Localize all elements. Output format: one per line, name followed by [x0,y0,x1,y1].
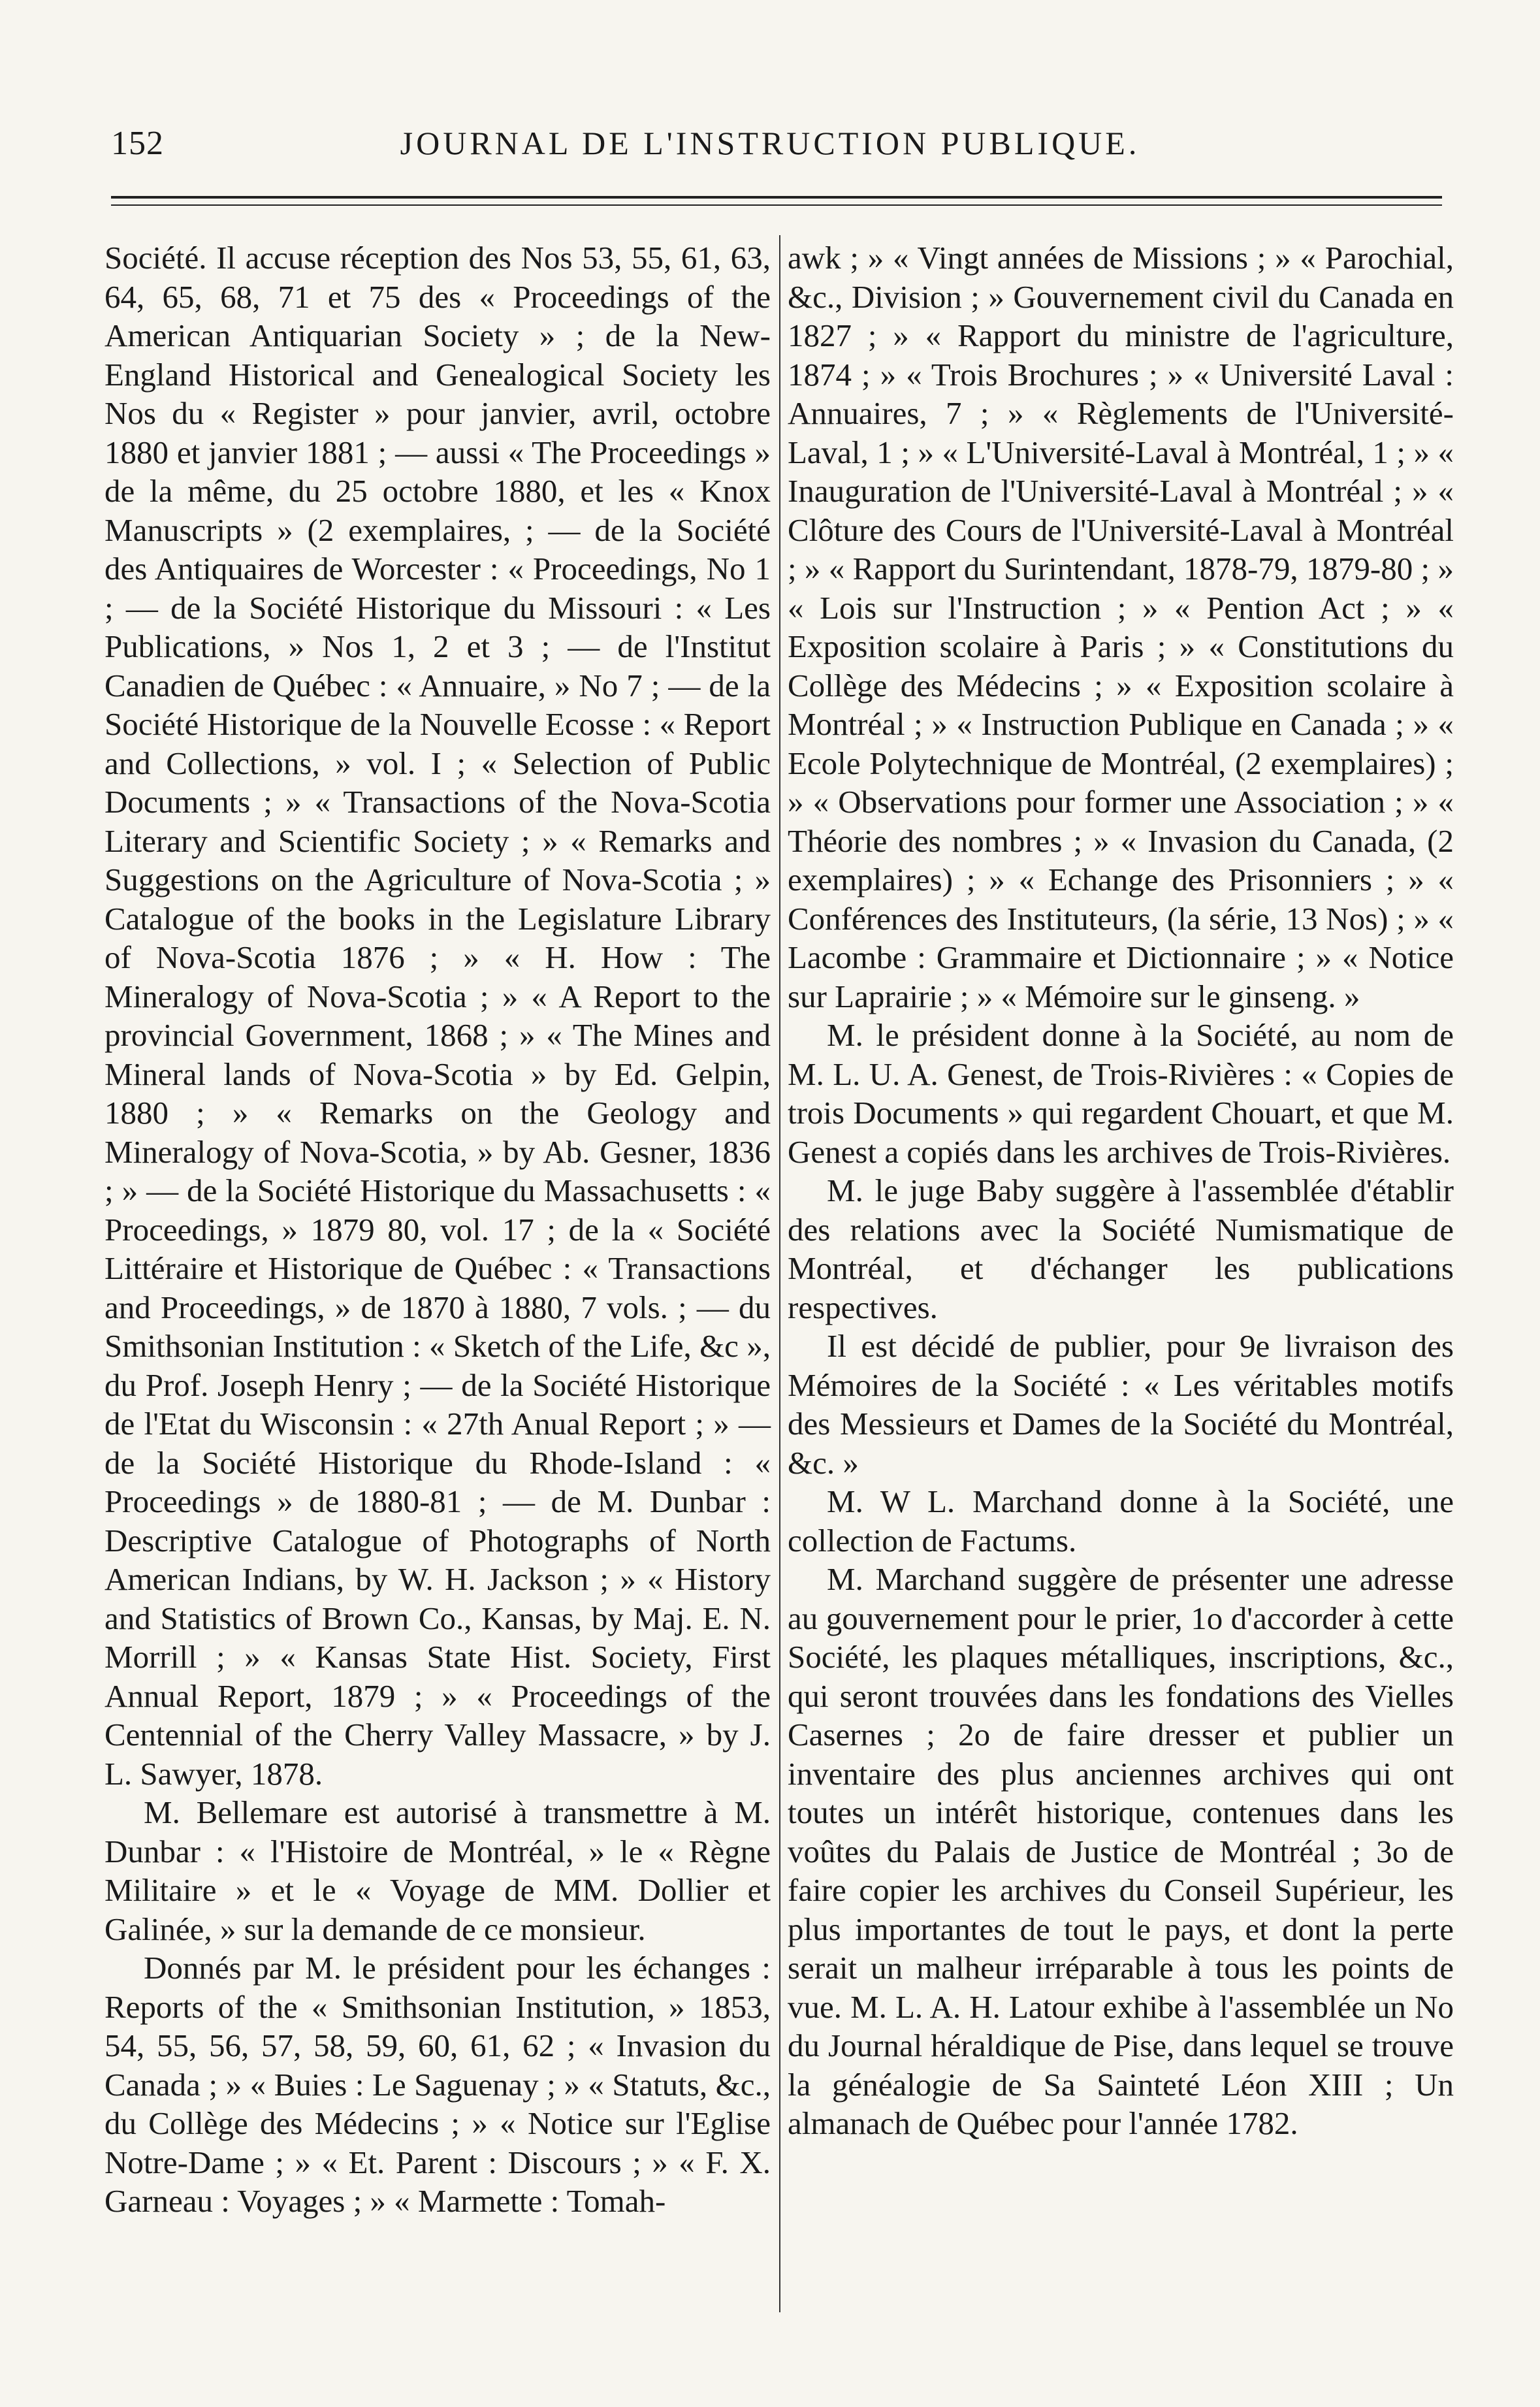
paragraph: awk ; » « Vingt années de Missions ; » « Parochial, &c., Division ; » Gouvernement civil du Canada en 1827 ; » « Rapport du ministre de l'agriculture, 1874 ; » « Trois Brochures ; » « Université Laval : Annuaires, 7 ; » « Règlements de l'Université-Laval, 1 ; » « L'Université-Laval à Montréal, 1 ; » « Inauguration de l'Université-Laval à Montréal ; » « Clôture des Cours de l'Université-Laval à Montréal ; » « Rapport du Surintendant, 1878-79, 1879-80 ; » « Lois sur l'Instruction ; » « Pention Act ; » « Exposition scolaire à Paris ; » « Constitutions du Collège des Médecins ; » « Exposition scolaire à Montréal ; » « Instruction Publique en Canada ; » « Ecole Polytechnique de Montréal, (2 exemplaires) ; » « Observations pour former une Association ; » « Théorie des nombres ; » « Invasion du Canada, (2 exemplaires) ; » « Echange des Prisonniers ; » « Conférences des Instituteurs, (la série, 13 Nos) ; » « Lacombe : Grammaire et Dictionnaire ; » « Notice sur Laprairie ; » « Mémoire sur le ginseng. » [788,240,1454,1014]
paragraph: Donnés par M. le président pour les échanges : Reports of the « Smithsonian Institution, » 1853, 54, 55, 56, 57, 58, 59, 60, 61, 62 ; « Invasion du Canada ; » « Buies : Le Saguenay ; » « Statuts, &c., du Collège des Médecins ; » « Notice sur l'Eglise Notre-Dame ; » « Et. Parent : Discours ; » « F. X. Garneau : Voyages ; » « Marmette : Tomah- [104,1950,771,2219]
header-rule-thin [111,204,1442,206]
left-column [104,238,771,2221]
page-header [111,124,1429,176]
paragraph: Il est décidé de publier, pour 9e livraison des Mémoires de la Société : « Les véritables motifs des Messieurs et Dames de la Société du Montréal, &c. » [788,1328,1454,1481]
right-column [788,238,1454,2143]
running-title: JOURNAL DE L'INSTRUCTION PUBLIQUE. [400,125,1140,161]
column-divider [779,235,780,2312]
paragraph: Société. Il accuse réception des Nos 53, 55, 61, 63, 64, 65, 68, 71 et 75 des « Proceedings of the American Antiquarian Society » ; de la New-England Historical and Genealogical Society les Nos du « Register » pour janvier, avril, octobre 1880 et janvier 1881 ; — aussi « The Proceedings » de la même, du 25 octobre 1880, et les « Knox Manuscripts » (2 exemplaires, ; — de la Société des Antiquaires de Worcester : « Proceedings, No 1 ; — de la Société Historique du Missouri : « Les Publications, » Nos 1, 2 et 3 ; — de l'Institut Canadien de Québec : « Annuaire, » No 7 ; — de la Société Historique de la Nouvelle Ecosse : « Report and Collections, » vol. I ; « Selection of Public Documents ; » « Transactions of the Nova-Scotia Literary and Scientific Society ; » « Remarks and Suggestions on the Agriculture of Nova-Scotia ; » Catalogue of the books in the Legislature Library of Nova-Scotia 1876 ; » « H. How : The Mineralogy of Nova-Scotia ; » « A Report to the provincial Government, 1868 ; » « The Mines and Mineral lands of Nova-Scotia » by Ed. Gelpin, 1880 ; » « Remarks on the Geology and Mineralogy of Nova-Scotia, » by Ab. Gesner, 1836 ; » — de la Société Historique du Massachusetts : « Proceedings, » 1879 80, vol. 17 ; de la « Société Littéraire et Historique de Québec : « Transactions and Proceedings, » de 1870 à 1880, 7 vols. ; — du Smithsonian Institution : « Sketch of the Life, &c », du Prof. Joseph Henry ; — de la Société Historique de l'Etat du Wisconsin : « 27th Anual Report ; » — de la Société Historique du Rhode-Island : « Proceedings » de 1880-81 ; — de M. Dunbar : Descriptive Catalogue of Photographs of North American Indians, by W. H. Jackson ; » « History and Statistics of Brown Co., Kansas, by Maj. E. N. Morrill ; » « Kansas State Hist. Society, First Annual Report, 1879 ; » « Proceedings of the Centennial of the Cherry Valley Massacre, » by J. L. Sawyer, 1878. [104,240,771,1792]
paragraph: M. le juge Baby suggère à l'assemblée d'établir des relations avec la Société Numismatique de Montréal, et d'échanger les publications respectives. [788,1172,1454,1325]
page-number: 152 [111,125,164,162]
header-rule-thick [111,196,1442,199]
paragraph: M. Bellemare est autorisé à transmettre à M. Dunbar : « l'Histoire de Montréal, » le « Règne Militaire » et le « Voyage de MM. Dollier et Galinée, » sur la demande de ce monsieur. [104,1794,771,1947]
paragraph: M. Marchand suggère de présenter une adresse au gouvernement pour le prier, 1o d'accorder à cette Société, les plaques métalliques, inscriptions, &c., qui seront trouvées dans les fondations des Vielles Casernes ; 2o de faire dresser et publier un inventaire des plus anciennes archives qui ont toutes un intérêt historique, contenues dans les voûtes du Palais de Justice de Montréal ; 3o de faire copier les archives du Conseil Supérieur, les plus importantes de tout le pays, et dont la perte serait un malheur irréparable à tous les points de vue. M. L. A. H. Latour exhibe à l'assemblée un No du Journal héraldique de Pise, dans lequel se trouve la généalogie de Sa Sainteté Léon XIII ; Un almanach de Québec pour l'année 1782. [788,1561,1454,2141]
paragraph: M. W L. Marchand donne à la Société, une collection de Factums. [788,1483,1454,1559]
paragraph: M. le président donne à la Société, au nom de M. L. U. A. Genest, de Trois-Rivières : « Copies de trois Documents » qui regardent Chouart, et que M. Genest a copiés dans les archives de Trois-Rivières. [788,1017,1454,1170]
